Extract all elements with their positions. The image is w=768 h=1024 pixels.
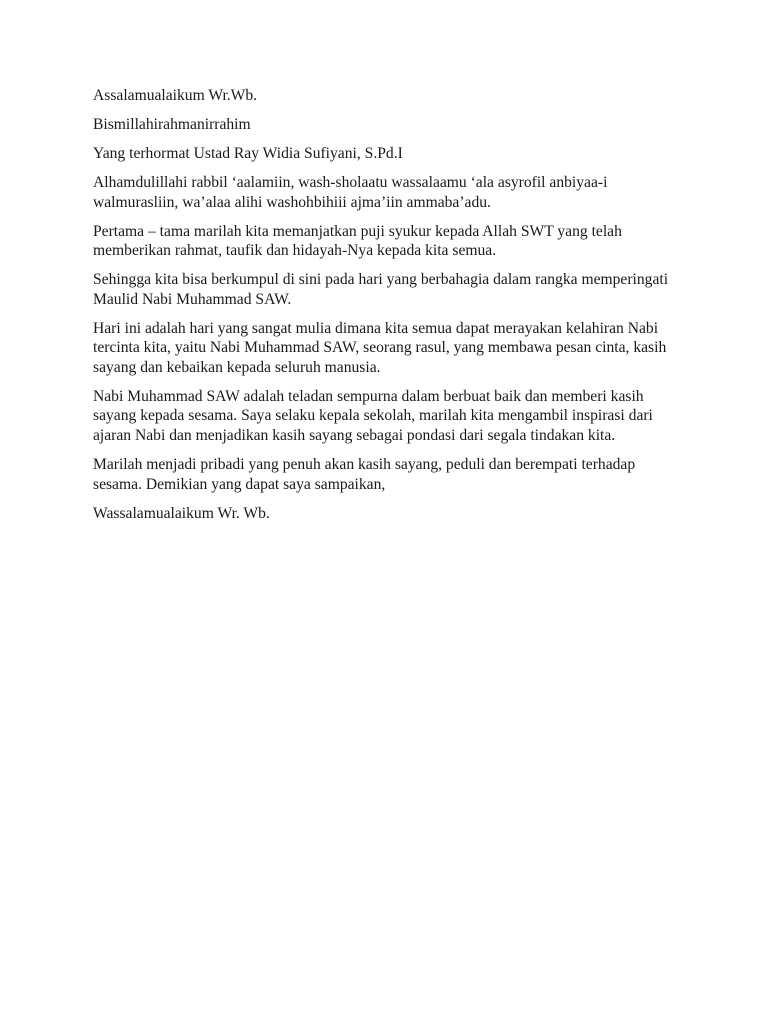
basmalah: Bismillahirahmanirrahim (93, 115, 251, 133)
greeting-opening: Assalamualaikum Wr.Wb. (93, 87, 258, 104)
occasion-paragraph: Sehingga kita bisa berkumpul di sini pada hari yang berbahagia dalam rangka memperingati Maulid Nabi Muhammad SAW. (93, 271, 669, 308)
salutation: Yang terhormat Ustad Ray Widia Sufiyani, S.Pd.I (93, 144, 403, 162)
opening-praise: Alhamdulillahi rabbil ‘aalamiin, wash-sholaatu wassalaamu ‘ala asyrofil anbiyaa-i walmurasliin, wa’alaa alihi washohbihiii ajma’iin ammaba’adu. (93, 173, 608, 211)
document-body (93, 86, 675, 533)
celebration-paragraph: Hari ini adalah hari yang sangat mulia dimana kita semua dapat merayakan kelahiran Nabi tercinta kita, yaitu Nabi Muhammad SAW, seorang rasul, yang membawa pesan cinta, kasih sayang dan kebaikan kepada seluruh manusia. (93, 319, 667, 376)
greeting-closing: Wassalamualaikum Wr. Wb. (93, 504, 270, 522)
gratitude-paragraph: Pertama – tama marilah kita memanjatkan puji syukur kepada Allah SWT yang telah memberikan rahmat, taufik dan hidayah-Nya kepada kita semua. (93, 222, 622, 260)
example-paragraph: Nabi Muhammad SAW adalah teladan sempurna dalam berbuat baik dan memberi kasih sayang kepada sesama. Saya selaku kepala sekolah, marilah kita mengambil inspirasi dari ajaran Nabi dan menjadikan kasih sayang sebagai pondasi dari segala tindakan kita. (93, 387, 653, 445)
closing-paragraph: Marilah menjadi pribadi yang penuh akan kasih sayang, peduli dan berempati terhadap sesama. Demikian yang dapat saya sampaikan, (93, 456, 636, 493)
